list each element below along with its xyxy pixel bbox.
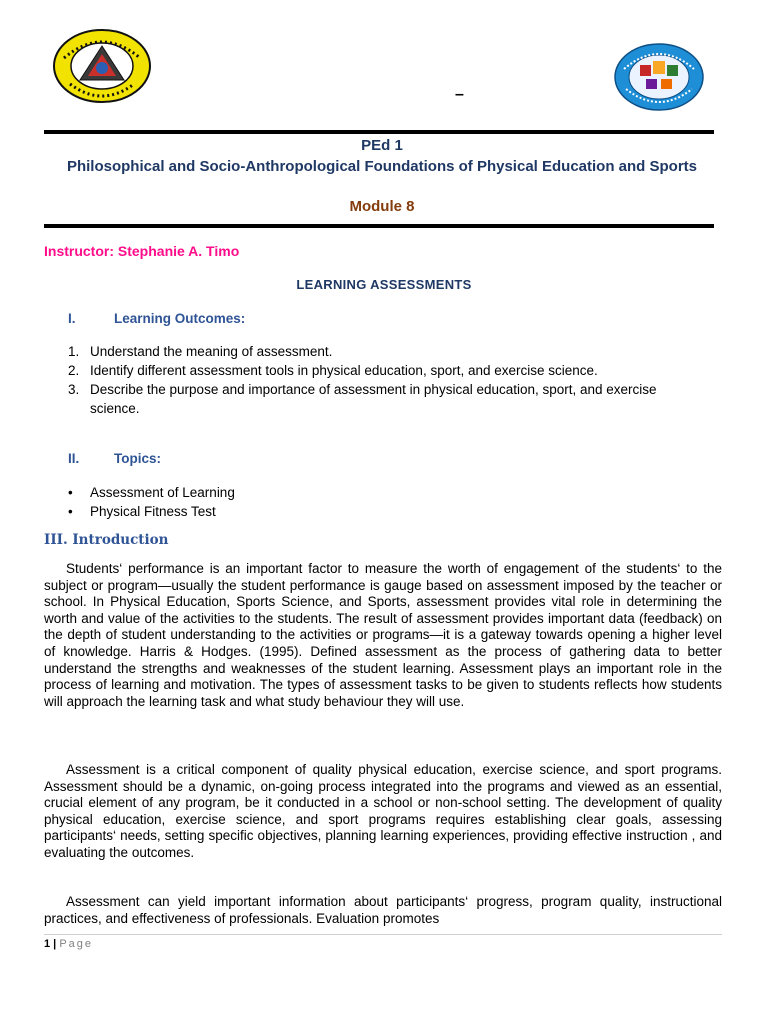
learning-outcomes-list (68, 342, 688, 418)
section-number: II. (68, 451, 80, 466)
college-seal-icon (614, 43, 704, 111)
document-title: LEARNING ASSESSMENTS (296, 277, 472, 292)
section-introduction-heading: III. Introduction (44, 532, 169, 548)
municipality-official-seal-icon (52, 28, 152, 104)
list-item: 1. Understand the meaning of assessment. (68, 344, 333, 359)
intro-paragraph: Students‘ performance is an important factor to measure the worth of engagement of the students‘ to the subject or program—usually the student performance is gauge based on assessment imposed by the teacher or school. In Physical Education, Sports Science, and Sports, assessment provides vital role in determining the worth and value of the activities to the students. The result of assessment provides important data (feedback) on the depth of student understanding to the activities or programs—it is a gateway towards opening a higher level of knowledge. Harris & Hodges. (1995). Defined assessment as the process of gathering data to better understand the strengths and weaknesses of the student learning. Assessment plays an important role in the process of learning and motivation. The types of assessment tasks to be given to students reflects how students will approach the learning task and what study behaviour they will use. (44, 561, 722, 709)
section-number: I. (68, 311, 76, 326)
header-top-rule (44, 130, 714, 134)
list-item: 3. Describe the purpose and importance of assessment in physical education, sport, and exercise science. (68, 382, 657, 416)
list-item: • Assessment of Learning (68, 483, 235, 502)
page-label: Page (59, 938, 94, 950)
course-title: Philosophical and Socio-Anthropological Foundations of Physical Education and Sports (66, 158, 698, 175)
list-item: • Physical Fitness Test (68, 502, 235, 521)
intro-paragraph: Assessment can yield important information about participants‘ progress, program quality, instructional practices, and effectiveness of professionals. Evaluation promotes (44, 894, 722, 926)
instructor-name: Instructor: Stephanie A. Timo (44, 243, 240, 259)
page-number: 1 (44, 938, 51, 950)
section-title: Learning Outcomes: (114, 311, 246, 326)
page-separator: | (50, 938, 60, 950)
section-title: Topics: (114, 451, 161, 466)
page-footer (44, 938, 93, 950)
header-bottom-rule (44, 224, 714, 228)
topics-list (68, 483, 235, 521)
intro-paragraph: Assessment is a critical component of quality physical education, exercise science, and sport programs. Assessment should be a dynamic, on-going process integrated into the programs and viewed as an essential, crucial element of any program, be it conducted in a school or non-school setting. The development of quality physical education, exercise science, and sport programs requires establishing clear goals, assessing participants‘ needs, setting specific objectives, planning learning experiences, providing effective instruction , and evaluating the outcomes. (44, 762, 722, 860)
footer-rule (44, 934, 722, 935)
module-label: Module 8 (349, 198, 415, 215)
header-dash: – (455, 86, 464, 103)
list-item: 2. Identify different assessment tools in physical education, sport, and exercise science. (68, 363, 598, 378)
course-code: PEd 1 (361, 137, 403, 154)
